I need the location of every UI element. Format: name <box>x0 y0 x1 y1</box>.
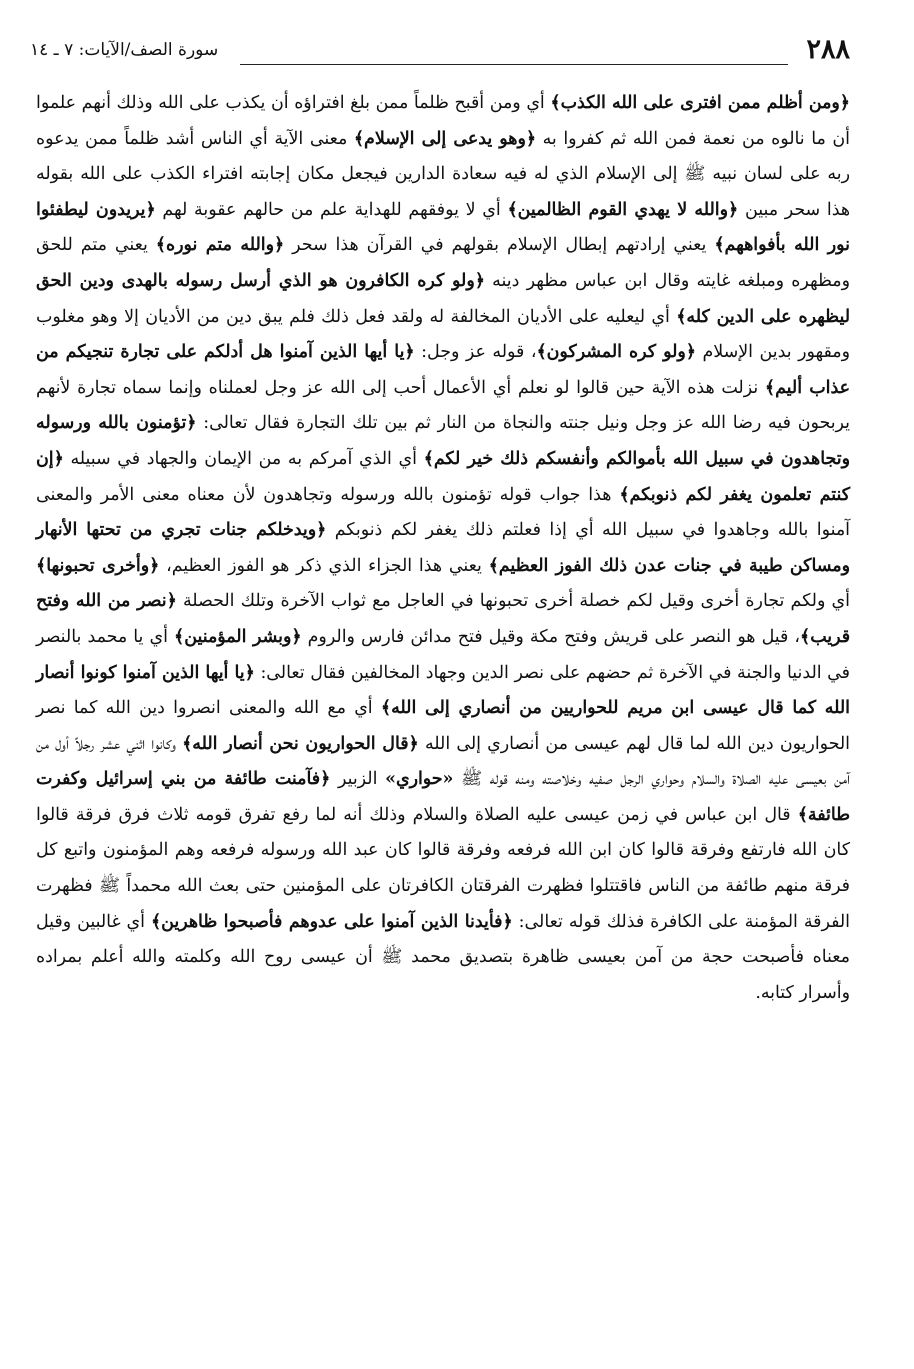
commentary-text: أي ليعليه على الأديان المخالفة له ولقد فعل ذلك فلم يبق دين من الأديان إلا وهو مغلوب ومقهور بدين الإسلام <box>36 306 851 363</box>
commentary-text: يعني متم للحق ومظهره ومبلغه غايته وقال ابن عباس مظهر دينه <box>36 235 851 291</box>
quran-quote: ﴿ولو كره الكافرون هو الذي أرسل رسوله بالهدى ودين الحق ليظهره على الدين كله﴾ <box>36 270 850 327</box>
commentary-text: يعني إرادتهم إبطال الإسلام بقولهم في القرآن هذا سحر <box>284 235 715 256</box>
quran-quote: ﴿إن كنتم تعلمون يغفر لكم ذنوبكم﴾ <box>36 448 850 505</box>
quran-quote: ﴿فآمنت طائفة من بني إسرائيل وكفرت طائفة﴾ <box>36 769 850 825</box>
quran-quote: ﴿نصر من الله وفتح قريب﴾ <box>36 591 851 647</box>
commentary-text: ، قوله عز وجل: <box>414 342 537 363</box>
quran-quote: ﴿تؤمنون بالله ورسوله وتجاهدون في سبيل الله بأموالكم وأنفسكم ذلك خير لكم﴾ <box>36 413 850 469</box>
quran-quote: ﴿والله لا يهدي القوم الظالمين﴾ <box>507 199 739 220</box>
quran-quote: ﴿وبشر المؤمنين﴾ <box>174 626 302 647</box>
quran-quote: ﴿قال الحواريون نحن أنصار الله﴾ <box>182 733 419 754</box>
commentary-text: ، قيل هو النصر على قريش وفتح مكة وقيل فتح مدائن فارس والروم <box>301 626 800 647</box>
commentary-text: وكانوا اثني عشر رجلاً أول من آمن بعيسى عليه الصلاة والسلام وحواري الرجل صفيه وخلاصته ومنه قوله ﷺ <box>36 733 850 790</box>
commentary-text: أي يا محمد بالنصر في الدنيا والجنة في الآخرة ثم حضهم على نصر الدين وجهاد المخالفين فقال تعالى: <box>36 626 850 683</box>
commentary-text: قال ابن عباس في زمن عيسى عليه الصلاة والسلام وذلك أنه لما رفع تفرق قومه ثلاث فرق فرقة قالوا كان الله فارتفع وفرقة قالوا كان ابن الله فرفعه وفرقة قالوا كان عبد الله ورسوله فرفعه وهم المؤمنون واتبع كل فرقة منهم طائفة من الناس فاقتتلوا فظهرت الفرقتان الكافرتان على المؤمنين حتى بعث الله محمداً ﷺ فظهرت الفرقة المؤمنة على الكافرة فذلك قوله تعالى: <box>36 804 851 932</box>
quran-quote: ﴿ولو كره المشركون﴾ <box>536 342 696 363</box>
quran-quote: ﴿فأيدنا الذين آمنوا على عدوهم فأصبحوا ظاهرين﴾ <box>150 911 513 932</box>
commentary-text: أي ومن أقبح ظلماً ممن بلغ افتراؤه أن يكذب على الله وذلك أنهم علموا أن ما نالوه من نعمة فمن الله ثم كفروا به <box>36 93 850 149</box>
commentary-text: هذا جواب قوله تؤمنون بالله ورسوله وتجاهدون لأن معناه معنى الأمر والمعنى آمنوا بالله وجاهدوا في سبيل الله أي إذا فعلتم ذلك يغفر لكم ذنوبكم <box>36 484 850 541</box>
quran-quote: ﴿ومن أظلم ممن افترى على الله الكذب﴾ <box>550 93 850 113</box>
commentary-text: معنى الآية أي الناس أشد ظلماً ممن يدعوه ربه على لسان نبيه ﷺ إلى الإسلام الذي له فيه سعادة الدارين فيجعل مكان إجابته افتراء الكذب على الله بقوله هذا سحر مبين <box>36 128 850 220</box>
commentary-text: أي لا يوفقهم للهداية علم من حالهم عقوبة لهم <box>155 199 508 220</box>
commentary-text: أي الذي آمركم به من الإيمان والجهاد في سبيله <box>63 448 424 469</box>
quran-quote: ﴿وأخرى تحبونها﴾ <box>36 555 160 576</box>
commentary-paragraph <box>36 86 850 1011</box>
quran-quote: ﴿وهو يدعى إلى الإسلام﴾ <box>353 128 537 149</box>
header-rule <box>240 64 788 65</box>
quran-quote: ﴿يا أيها الذين آمنوا هل أدلكم على تجارة تنجيكم من عذاب أليم﴾ <box>36 342 851 398</box>
hadith-quote: «حواري» <box>385 769 454 790</box>
body-text <box>36 86 850 1011</box>
quran-quote: ﴿والله متم نوره﴾ <box>155 235 285 256</box>
commentary-text: يعني هذا الجزاء الذي ذكر هو الفوز العظيم، <box>159 555 489 576</box>
commentary-text: الزبير <box>330 769 386 790</box>
commentary-text: أي غالبين وقيل معناه فأصبحت حجة من آمن بعيسى ظاهرة بتصديق محمد ﷺ أن عيسى روح الله وكلمته والله أعلم بمراده وأسرار كتابه. <box>36 911 850 1003</box>
quran-quote: ﴿ويدخلكم جنات تجري من تحتها الأنهار ومساكن طيبة في جنات عدن ذلك الفوز العظيم﴾ <box>36 520 850 576</box>
commentary-text: نزلت هذه الآية حين قالوا لو نعلم أي الأعمال أحب إلى الله عز وجل لعملناه وإنما سماه تجارة لأنهم يربحون فيه رضا الله عز وجل ونيل جنته والنجاة من النار ثم بين تلك التجارة فقال تعالى: <box>36 377 850 434</box>
commentary-text: أي مع الله والمعنى انصروا دين الله كما نصر الحواريون دين الله لما قال لهم عيسى من أنصاري إلى الله <box>36 698 850 754</box>
running-title: سورة الصف/الآيات: ٧ ـ ١٤ <box>30 40 219 60</box>
quran-quote: ﴿يريدون ليطفئوا نور الله بأفواههم﴾ <box>36 199 850 256</box>
page-header <box>30 34 850 74</box>
commentary-text: أي ولكم تجارة أخرى وقيل لكم خصلة أخرى تحبونها في العاجل مع ثواب الآخرة وتلك الحصلة <box>176 591 850 612</box>
quran-quote: ﴿يا أيها الذين آمنوا كونوا أنصار الله كما قال عيسى ابن مريم للحواريين من أنصاري إلى الله﴾ <box>36 662 851 719</box>
page-number: ٢٨٨ <box>806 34 850 65</box>
